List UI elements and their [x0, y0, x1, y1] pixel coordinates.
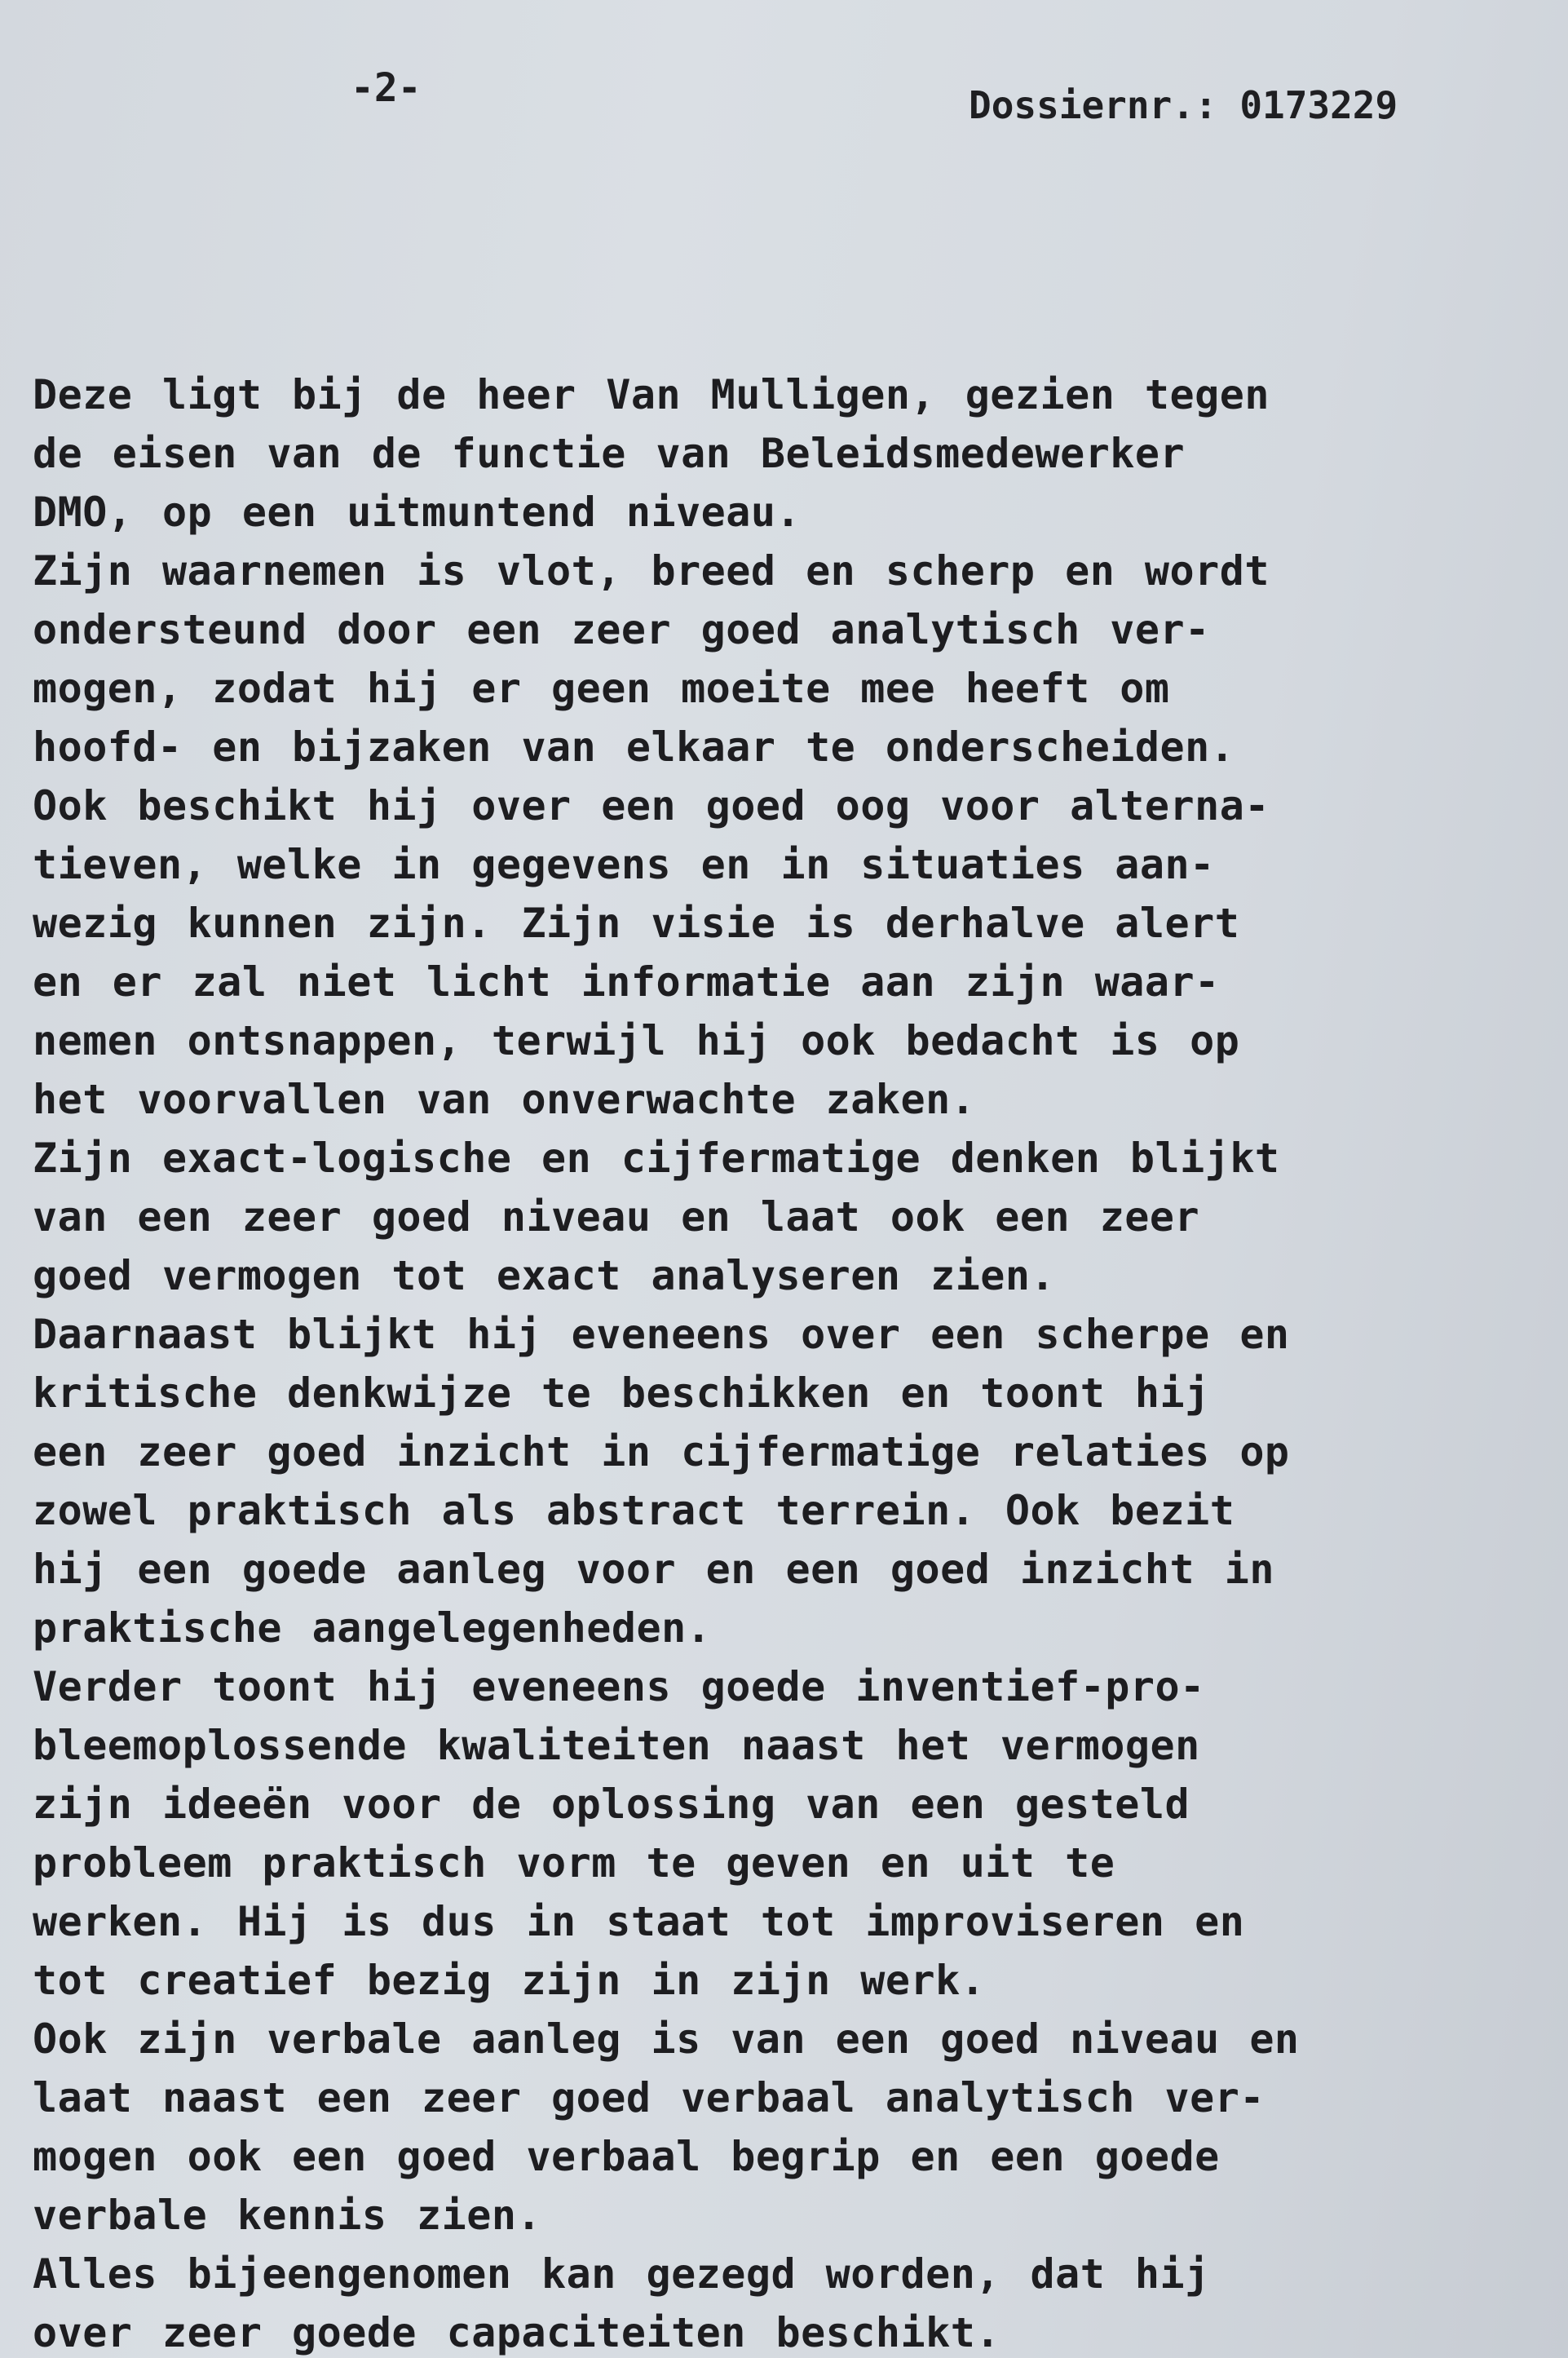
text-line: hij een goede aanleg voor en een goed inzicht in — [33, 1546, 1274, 1593]
text-line: nemen ontsnappen, terwijl hij ook bedacht is op — [33, 1017, 1240, 1064]
text-line: Verder toont hij eveneens goede inventief-pro- — [33, 1663, 1205, 1710]
text-line: tieven, welke in gegevens en in situaties aan- — [33, 841, 1215, 888]
text-line: het voorvallen van onverwachte zaken. — [33, 1076, 976, 1123]
text-line: laat naast een zeer goed verbaal analytisch ver- — [33, 2074, 1265, 2121]
text-line: en er zal niet licht informatie aan zijn waar- — [33, 958, 1220, 1006]
text-line: Zijn waarnemen is vlot, breed en scherp en wordt — [33, 547, 1270, 595]
text-line: kritische denkwijze te beschikken en toont hij — [33, 1369, 1210, 1417]
text-line: Ook beschikt hij over een goed oog voor alterna- — [33, 782, 1270, 830]
text-line: wezig kunnen zijn. Zijn visie is derhalve alert — [33, 900, 1240, 947]
text-line: van een zeer goed niveau en laat ook een zeer — [33, 1193, 1200, 1241]
text-line: Daarnaast blijkt hij eveneens over een scherpe en — [33, 1311, 1290, 1358]
text-line: de eisen van de functie van Beleidsmedewerker — [33, 430, 1186, 477]
text-line: DMO, op een uitmuntend niveau. — [33, 489, 802, 536]
text-line: ondersteund door een zeer goed analytisch ver- — [33, 606, 1210, 653]
text-line: mogen, zodat hij er geen moeite mee heeft om — [33, 665, 1170, 712]
text-line: Deze ligt bij de heer Van Mulligen, gezien tegen — [33, 371, 1270, 418]
text-line: een zeer goed inzicht in cijfermatige relaties op — [33, 1428, 1290, 1475]
text-line: hoofd- en bijzaken van elkaar te onderscheiden. — [33, 723, 1235, 771]
text-line: zijn ideeën voor de oplossing van een gesteld — [33, 1781, 1190, 1828]
text-line: mogen ook een goed verbaal begrip en een goede — [33, 2133, 1220, 2180]
text-line: goed vermogen tot exact analyseren zien. — [33, 1252, 1056, 1299]
dossier-number: Dossiernr.: 0173229 — [969, 83, 1398, 127]
text-line: werken. Hij is dus in staat tot improviseren en — [33, 1898, 1245, 1945]
text-line: Ook zijn verbale aanleg is van een goed niveau en — [33, 2015, 1300, 2063]
body-text — [33, 365, 1549, 2358]
text-line: verbale kennis zien. — [33, 2192, 542, 2239]
text-line: bleemoplossende kwaliteiten naast het vermogen — [33, 1722, 1200, 1769]
text-line: over zeer goede capaciteiten beschikt. — [33, 2309, 1000, 2356]
text-line: Zijn exact-logische en cijfermatige denken blijkt — [33, 1135, 1280, 1182]
text-line: praktische aangelegenheden. — [33, 1604, 712, 1652]
page-number: -2- — [351, 65, 422, 111]
text-line: probleem praktisch vorm te geven en uit te — [33, 1839, 1115, 1887]
text-line: zowel praktisch als abstract terrein. Ook bezit — [33, 1487, 1235, 1534]
text-line: Alles bijeengenomen kan gezegd worden, dat hij — [33, 2250, 1210, 2298]
text-line: tot creatief bezig zijn in zijn werk. — [33, 1957, 986, 2004]
